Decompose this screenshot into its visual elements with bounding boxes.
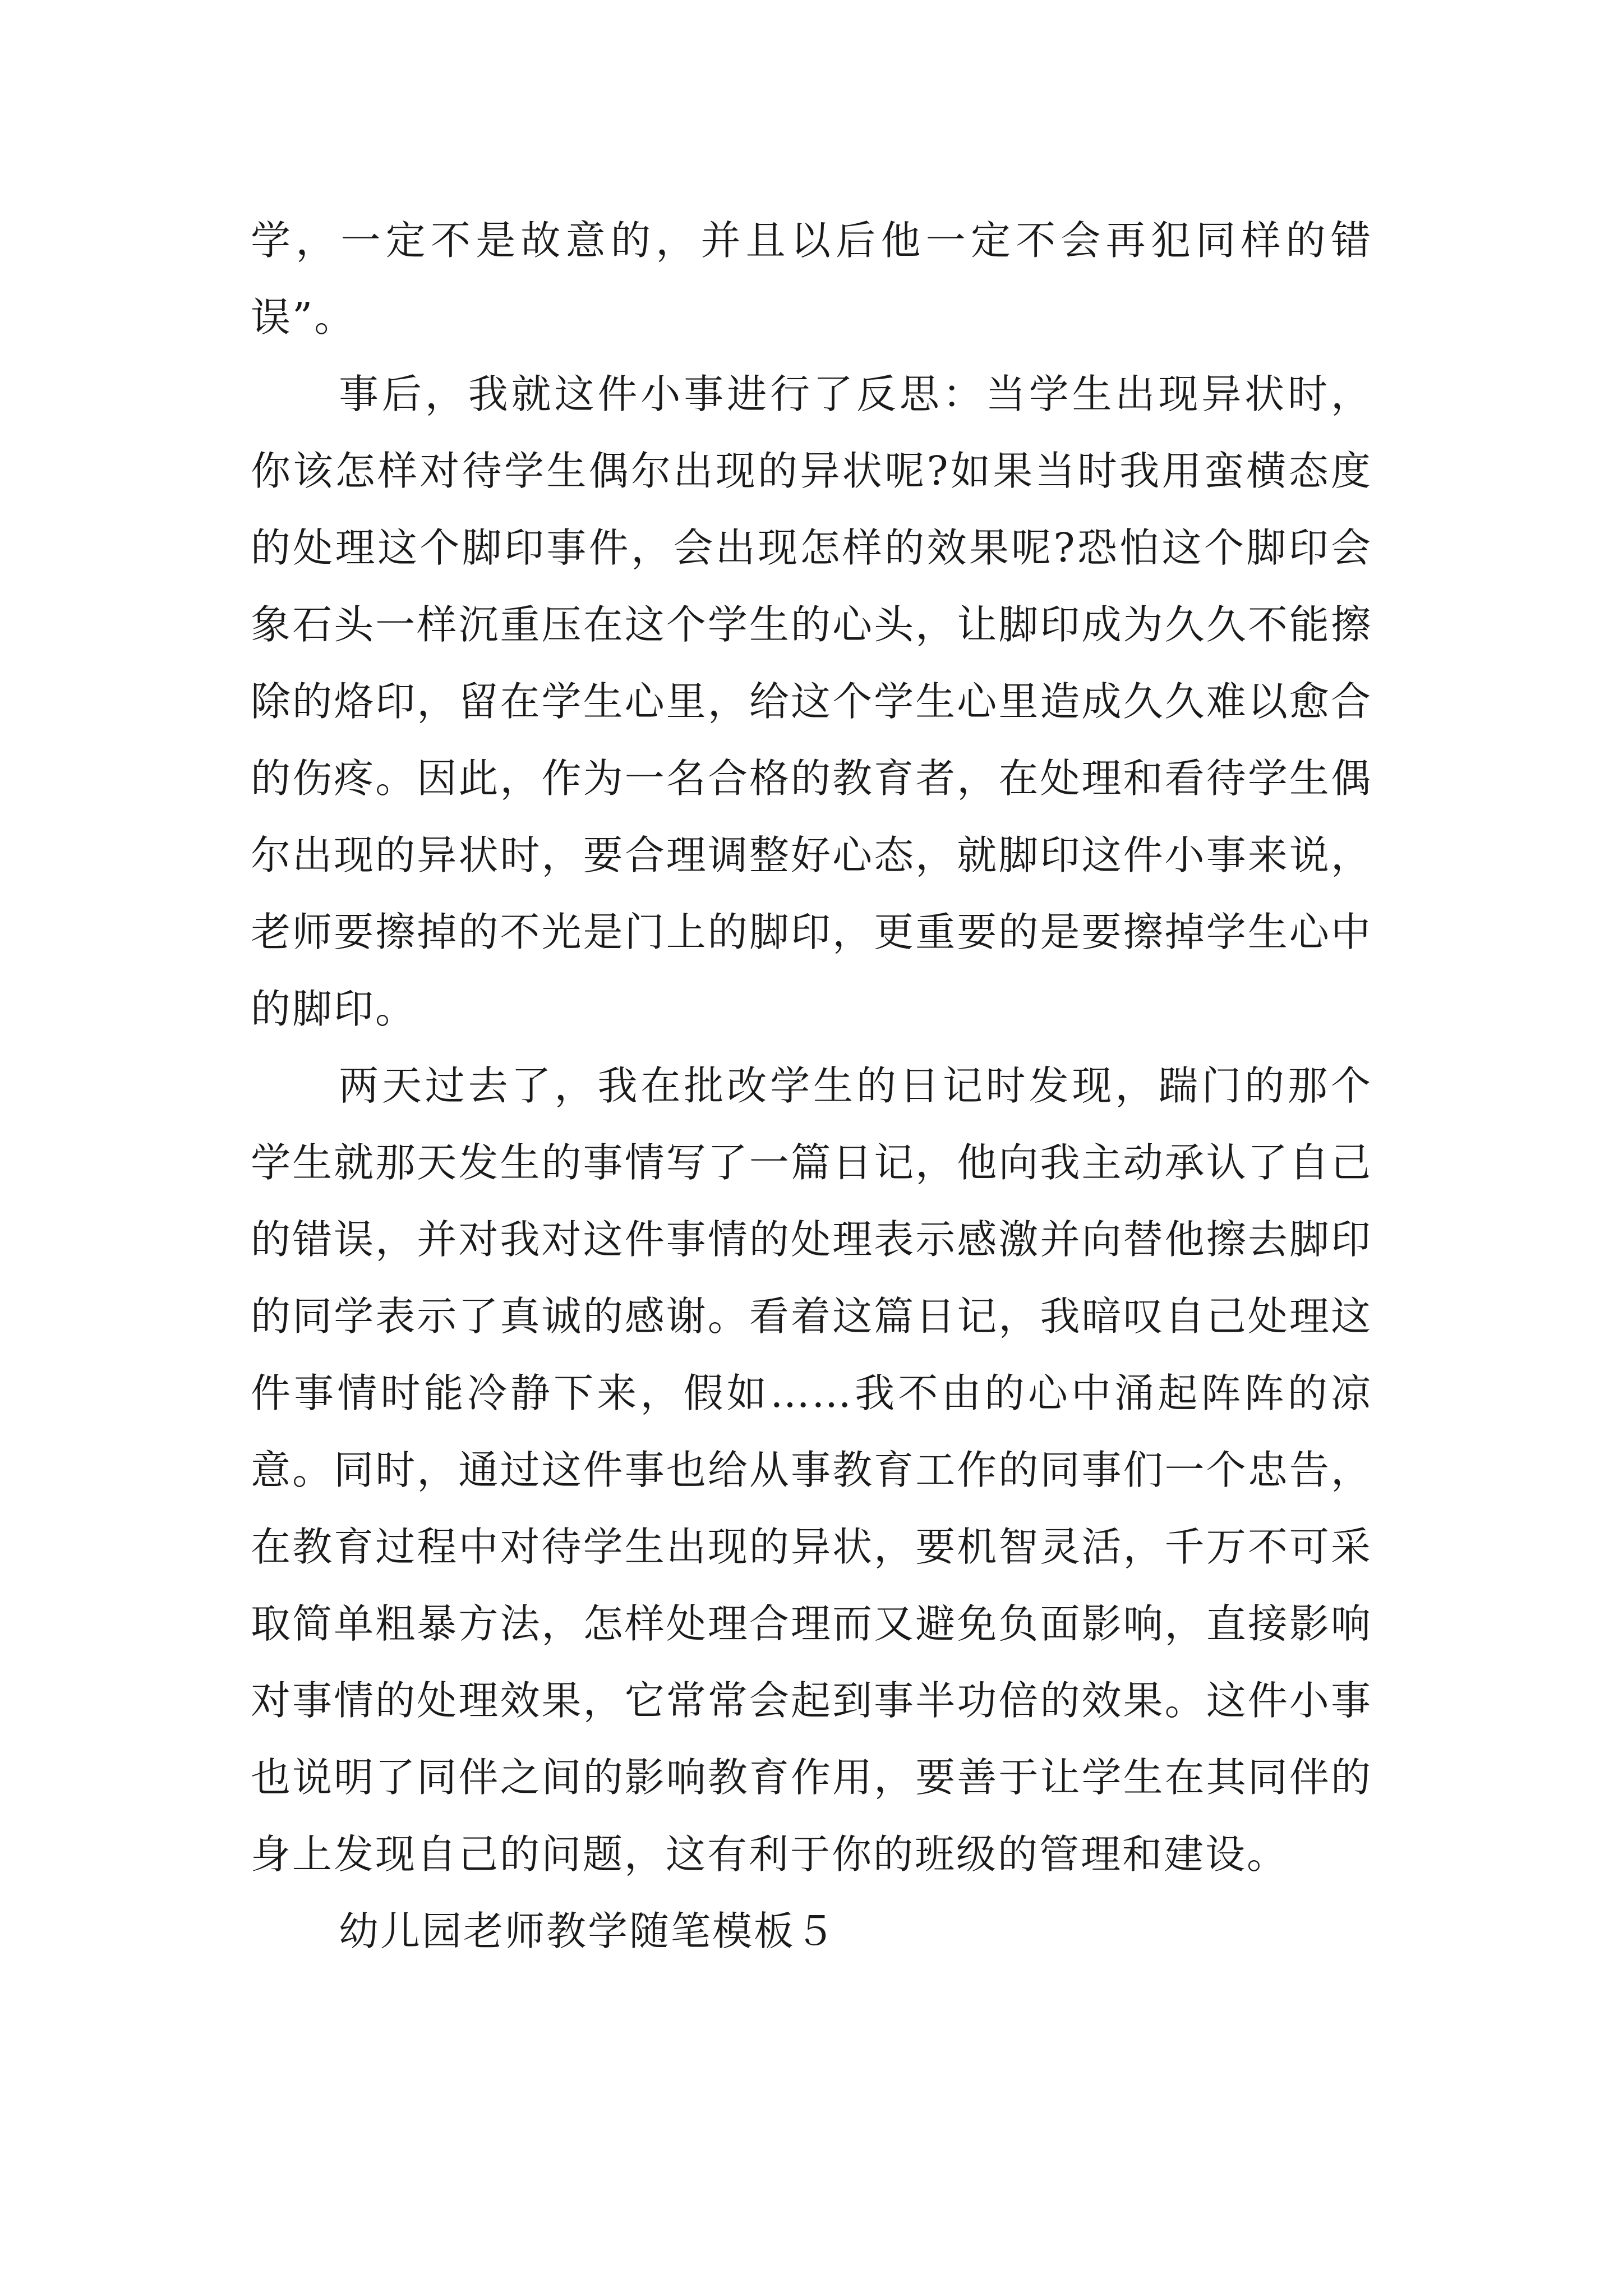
paragraph-continuation: 学，一定不是故意的，并且以后他一定不会再犯同样的错误”。 [251, 217, 1372, 341]
paragraph-reflection: 事后，我就这件小事进行了反思：当学生出现异状时，你该怎样对待学生偶尔出现的异状呢?如果当时我用蛮横态度的处理这个脚印事件，会出现怎样的效果呢?恐怕这个脚印会象石头一样沉重压在这个学生的心头，让脚印成为久久不能擦除的烙印，留在学生心里，给这个学生心里造成久久难以愈合的伤疼。因此，作为一名合格的教育者，在处理和看待学生偶尔出现的异状时，要合理调整好心态，就脚印这件小事来说，老师要擦掉的不光是门上的脚印，更重要的是要擦掉学生心中的脚印。 [251, 371, 1372, 1032]
document-body [251, 202, 1372, 1970]
section-heading: 幼儿园老师教学随笔模板５ [339, 1908, 837, 1954]
paragraph-diary: 两天过去了，我在批改学生的日记时发现，踹门的那个学生就那天发生的事情写了一篇日记，他向我主动承认了自己的错误，并对我对这件事情的处理表示感激并向替他擦去脚印的同学表示了真诚的感谢。看着这篇日记，我暗叹自己处理这件事情时能冷静下来，假如……我不由的心中涌起阵阵的凉意。同时，通过这件事也给从事教育工作的同事们一个忠告，在教育过程中对待学生出现的异状，要机智灵活，千万不可采取简单粗暴方法，怎样处理合理而又避免负面影响，直接影响对事情的处理效果，它常常会起到事半功倍的效果。这件小事也说明了同伴之间的影响教育作用，要善于让学生在其同伴的身上发现自己的问题，这有利于你的班级的管理和建设。 [251, 1062, 1372, 1878]
